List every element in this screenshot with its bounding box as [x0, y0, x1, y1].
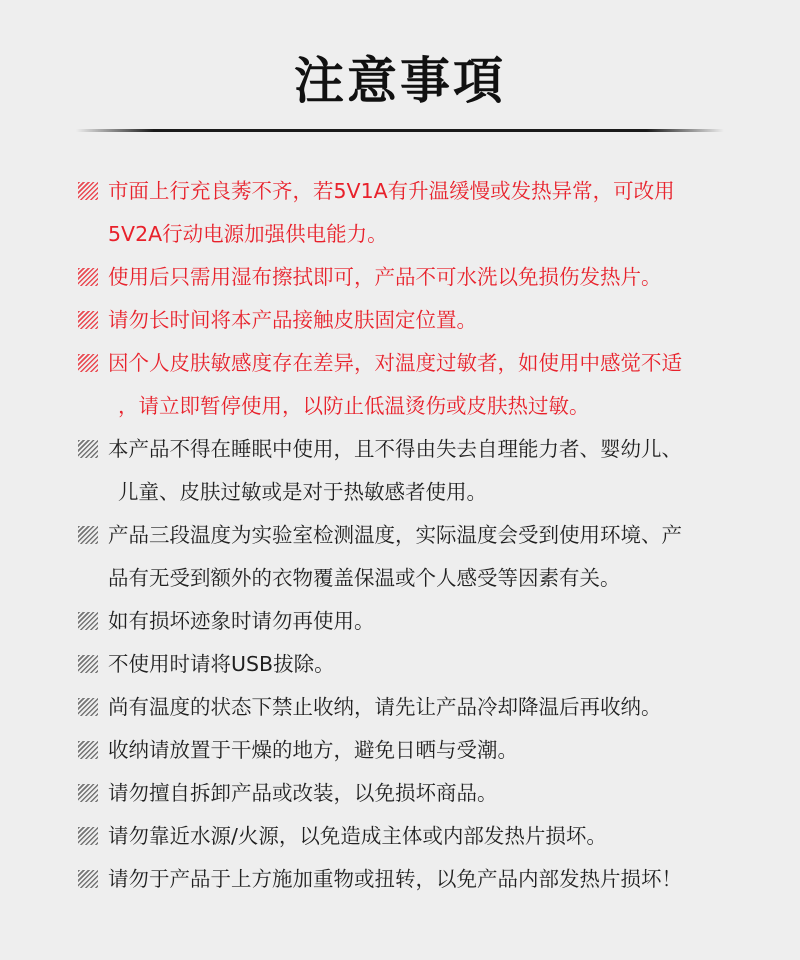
list-item [78, 514, 758, 600]
note-text: 不使用时请将USB拔除。 [108, 652, 335, 676]
note-text: 尚有温度的状态下禁止收纳，请先让产品冷却降温后再收纳。 [108, 695, 662, 719]
note-text: 市面上行充良莠不齐，若5V1A有升温缓慢或发热异常，可改用 [108, 179, 675, 203]
hatched-bullet-icon [78, 741, 98, 759]
list-item [78, 256, 758, 299]
note-text: 如有损坏迹象时请勿再使用。 [108, 609, 375, 633]
note-text: 因个人皮肤敏感度存在差异，对温度过敏者，如使用中感觉不适 [108, 351, 682, 375]
hatched-bullet-icon [78, 784, 98, 802]
title-divider [76, 129, 724, 132]
note-text: 使用后只需用湿布擦拭即可，产品不可水洗以免损伤发热片。 [108, 265, 662, 289]
note-text: 收纳请放置于干燥的地方，避免日晒与受潮。 [108, 738, 518, 762]
hatched-bullet-icon [78, 354, 98, 372]
hatched-bullet-icon [78, 182, 98, 200]
note-text: 请勿靠近水源/火源，以免造成主体或内部发热片损坏。 [108, 824, 607, 848]
note-text: 请勿于产品于上方施加重物或扭转，以免产品内部发热片损坏！ [108, 867, 682, 891]
hatched-bullet-icon [78, 440, 98, 458]
hatched-bullet-icon [78, 698, 98, 716]
note-text: 5V2A行动电源加强供电能力。 [108, 222, 388, 246]
note-text: 儿童、皮肤过敏或是对于热敏感者使用。 [118, 480, 487, 504]
hatched-bullet-icon [78, 612, 98, 630]
note-text: 产品三段温度为实验室检测温度，实际温度会受到使用环境、产 [108, 523, 682, 547]
note-text: 品有无受到额外的衣物覆盖保温或个人感受等因素有关。 [108, 566, 621, 590]
hatched-bullet-icon [78, 526, 98, 544]
hatched-bullet-icon [78, 311, 98, 329]
note-text: ，请立即暂停使用，以防止低温烫伤或皮肤热过敏。 [118, 394, 590, 418]
list-item [78, 686, 758, 729]
note-text: 本产品不得在睡眠中使用，且不得由失去自理能力者、婴幼儿、 [108, 437, 682, 461]
hatched-bullet-icon [78, 268, 98, 286]
list-item [78, 643, 758, 686]
note-text: 请勿擅自拆卸产品或改装，以免损坏商品。 [108, 781, 498, 805]
page-title: 注意事項 [294, 52, 506, 110]
notes-list [78, 170, 758, 901]
list-item [78, 858, 758, 901]
list-item [78, 772, 758, 815]
note-text: 请勿长时间将本产品接触皮肤固定位置。 [108, 308, 477, 332]
list-item [78, 299, 758, 342]
list-item [78, 170, 758, 256]
list-item [78, 342, 758, 428]
list-item [78, 600, 758, 643]
hatched-bullet-icon [78, 655, 98, 673]
list-item [78, 815, 758, 858]
hatched-bullet-icon [78, 827, 98, 845]
list-item [78, 428, 758, 514]
hatched-bullet-icon [78, 870, 98, 888]
list-item [78, 729, 758, 772]
